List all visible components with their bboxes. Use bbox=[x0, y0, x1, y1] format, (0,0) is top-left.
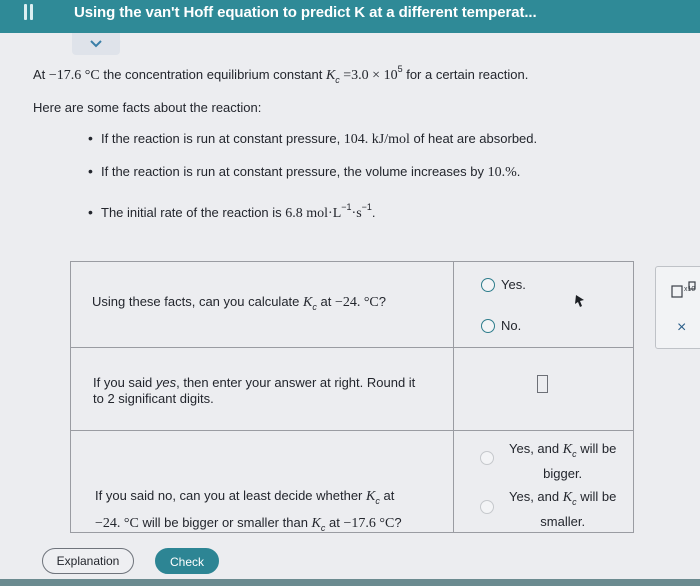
header-bar bbox=[0, 0, 700, 33]
question-compare bbox=[95, 485, 402, 539]
question-text: , then enter your answer at right. Round it bbox=[176, 375, 416, 390]
k-symbol: K bbox=[303, 295, 313, 310]
fact-exponent: −1 bbox=[341, 202, 352, 212]
k-value: =3.0 × 10 bbox=[339, 68, 398, 83]
question-text: ? bbox=[394, 515, 402, 530]
option-bigger-label[interactable] bbox=[509, 439, 616, 484]
k-symbol: K bbox=[325, 68, 336, 83]
question-emphasis: yes bbox=[155, 375, 177, 390]
option-yes-label[interactable]: Yes. bbox=[501, 277, 526, 292]
close-icon[interactable]: × bbox=[677, 319, 687, 336]
question-enter-answer bbox=[93, 375, 415, 407]
explanation-button[interactable]: Explanation bbox=[42, 548, 134, 574]
k-subscript: c bbox=[312, 302, 317, 312]
question-calculate bbox=[92, 294, 386, 315]
row-divider bbox=[71, 430, 633, 431]
option-text: Yes, and bbox=[509, 441, 563, 456]
radio-no[interactable] bbox=[481, 319, 495, 333]
k-subscript: c bbox=[320, 523, 326, 533]
radio-yes[interactable] bbox=[481, 278, 495, 292]
fact-suffix: . bbox=[516, 164, 521, 179]
mouse-cursor-icon bbox=[574, 294, 586, 308]
hamburger-icon[interactable] bbox=[22, 4, 36, 20]
fact-text: If the reaction is run at constant pressure, the volume increases by bbox=[101, 164, 488, 179]
fact-volume bbox=[88, 163, 520, 181]
fact-value: 6.8 mol·L bbox=[285, 206, 342, 221]
option-text: will be bbox=[576, 489, 617, 504]
question-text: ? bbox=[378, 294, 387, 309]
k-subscript: c bbox=[572, 449, 577, 459]
fact-value: 10.% bbox=[487, 165, 517, 180]
question-text: will be bigger or smaller than bbox=[138, 515, 312, 530]
fact-unit: ·s bbox=[351, 206, 362, 221]
k-subscript: c bbox=[572, 497, 577, 507]
intro-mid: the concentration equilibrium constant bbox=[99, 67, 326, 82]
intro-statement bbox=[33, 64, 528, 85]
answer-input[interactable] bbox=[537, 375, 548, 393]
radio-bigger[interactable] bbox=[480, 451, 494, 465]
fact-suffix: . bbox=[371, 205, 376, 220]
page-title: Using the van't Hoff equation to predict K at a different temperat... bbox=[74, 4, 537, 21]
fact-rate bbox=[88, 202, 376, 222]
bullet: • bbox=[88, 130, 93, 146]
row-divider bbox=[71, 347, 633, 348]
question-text: at bbox=[325, 515, 344, 530]
fact-text: If the reaction is run at constant pressure, bbox=[101, 131, 344, 146]
column-divider bbox=[453, 262, 454, 532]
bottom-bar bbox=[0, 579, 700, 586]
question-text: at bbox=[316, 294, 335, 309]
k-symbol: K bbox=[311, 516, 321, 531]
question-temperature: −17.6 °C bbox=[343, 516, 395, 531]
side-tools-panel bbox=[655, 266, 700, 349]
question-text: If you said bbox=[93, 375, 156, 390]
question-temperature: −24. °C bbox=[334, 295, 379, 310]
fact-heat bbox=[88, 130, 537, 148]
option-text: smaller. bbox=[540, 514, 586, 529]
question-text: Using these facts, can you calculate bbox=[92, 294, 304, 309]
k-exponent: 5 bbox=[397, 64, 403, 74]
intro-prefix: At bbox=[33, 67, 49, 82]
check-button[interactable]: Check bbox=[155, 548, 219, 574]
k-subscript: c bbox=[335, 75, 340, 85]
option-text: Yes, and bbox=[509, 489, 563, 504]
option-text: will be bbox=[576, 441, 617, 456]
fact-value: 104. kJ/mol bbox=[343, 132, 410, 147]
chevron-down-icon bbox=[89, 39, 103, 48]
intro-suffix: for a certain reaction. bbox=[402, 67, 529, 82]
option-smaller-label[interactable] bbox=[509, 487, 616, 532]
k-symbol: K bbox=[562, 442, 573, 457]
radio-smaller[interactable] bbox=[480, 500, 494, 514]
question-table bbox=[70, 261, 634, 533]
k-subscript: c bbox=[375, 496, 380, 506]
bullet: • bbox=[88, 163, 93, 179]
fact-text: The initial rate of the reaction is bbox=[101, 205, 286, 220]
question-text: If you said no, can you at least decide whether bbox=[95, 488, 367, 503]
fact-suffix: of heat are absorbed. bbox=[409, 131, 538, 146]
question-text: to 2 significant digits. bbox=[93, 391, 214, 406]
option-no-label[interactable]: No. bbox=[501, 318, 522, 333]
facts-heading: Here are some facts about the reaction: bbox=[33, 100, 262, 115]
bullet: • bbox=[88, 204, 93, 220]
fact-exponent: −1 bbox=[361, 202, 372, 212]
question-temperature: −24. °C bbox=[95, 516, 139, 531]
collapse-tab[interactable] bbox=[72, 33, 120, 55]
k-symbol: K bbox=[562, 490, 573, 505]
question-text: at bbox=[379, 488, 395, 503]
option-text: bigger. bbox=[543, 466, 583, 481]
intro-temperature: −17.6 °C bbox=[48, 68, 100, 83]
sci-label: x10 bbox=[684, 286, 696, 293]
k-symbol: K bbox=[366, 489, 376, 504]
